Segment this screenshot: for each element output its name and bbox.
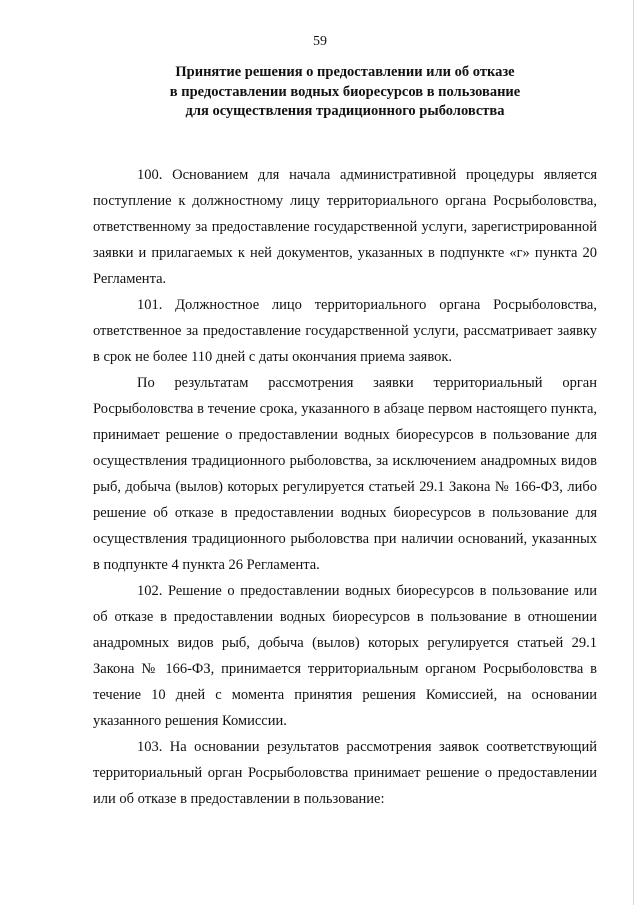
paragraph-102: 102. Решение о предоставлении водных биоресурсов в пользование или об отказе в предоставлении водных биоресурсов в пользование в отношении анадромных видов рыб, добыча (вылов) которых регулируется статьей 29.1 Закона № 166-ФЗ, принимается территориальным органом Росрыболовства в течение 10 дней с момента принятия решения Комиссией, на основании указанного решения Комиссии. (93, 583, 597, 729)
body-text (93, 162, 597, 812)
section-title-line: в предоставлении водных биоресурсов в пользование (169, 83, 521, 100)
paragraph-103: 103. На основании результатов рассмотрения заявок соответствующий территориальный орган Росрыболовства принимает решение о предоставлении или об отказе в предоставлении в пользование: (93, 739, 597, 807)
section-title-line: для осуществления традиционного рыболовства (185, 103, 505, 119)
paragraph-100: 100. Основанием для начала административной процедуры является поступление к должностному лицу территориального органа Росрыболовства, ответственному за предоставление государственной услуги, зарегистрированной заявки и прилагаемых к ней документов, указанных в подпункте «г» пункта 20 Регламента. (93, 167, 597, 287)
section-title-line: Принятие решения о предоставлении или об отказе (175, 64, 515, 80)
paragraph-101: 101. Должностное лицо территориального органа Росрыболовства, ответственное за предоставление государственной услуги, рассматривает заявку в срок не более 110 дней с даты окончания приема заявок. (93, 297, 597, 365)
paragraph-101-continued: По результатам рассмотрения заявки территориальный орган Росрыболовства в течение срока, указанного в абзаце первом настоящего пункта, принимает решение о предоставлении водных биоресурсов в пользование для осуществления традиционного рыболовства, за исключением анадромных видов рыб, добыча (вылов) которых регулируется статьей 29.1 Закона № 166-ФЗ, либо решение об отказе в предоставлении водных биоресурсов в пользование для осуществления традиционного рыболовства при наличии оснований, указанных в подпункте 4 пункта 26 Регламента. (93, 375, 597, 573)
section-title (90, 63, 600, 122)
page-edge-line (633, 0, 634, 905)
page-number: 59 (313, 34, 327, 49)
